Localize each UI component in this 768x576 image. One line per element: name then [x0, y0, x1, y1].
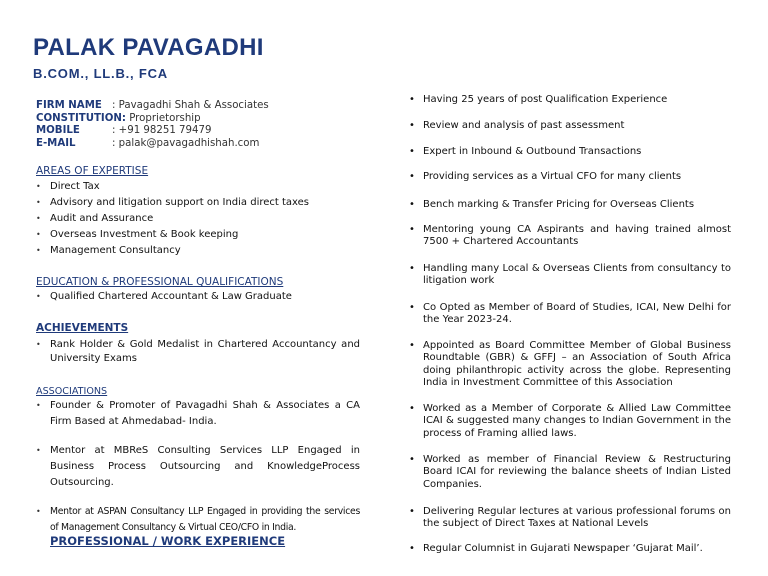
mobile-label: MOBILE — [36, 125, 80, 137]
person-name: PALAK PAVAGADHI — [33, 34, 264, 61]
firm-row — [36, 100, 269, 113]
list-item: • Advisory and litigation support on India direct taxes — [36, 196, 366, 210]
list-item: • Appointed as Board Committee Member of Global Business Roundtable (GBR) & GFFJ – an Association of South Africa doing philanthropic activity across the globe. Representing India in Investment Committee of this Association — [409, 340, 731, 390]
list-item: • Bench marking & Transfer Pricing for Overseas Clients — [409, 199, 731, 211]
list-item: • Worked as a Member of Corporate & Allied Law Committee ICAI & suggested many changes to Indian Government in the process of Framing allied laws. — [409, 403, 731, 440]
constitution-row — [36, 113, 269, 126]
mobile-row — [36, 125, 269, 138]
list-item: • Founder & Promoter of Pavagadhi Shah & Associates a CA Firm Based at Ahmedabad- India. — [36, 398, 360, 430]
list-item: • Overseas Investment & Book keeping — [36, 228, 366, 242]
list-item: • Mentor at ASPAN Consultancy LLP Engaged in providing the services of Management Consultancy & Virtual CEO/CFO in India. — [36, 504, 360, 536]
education-list — [36, 290, 366, 304]
email-row — [36, 138, 269, 151]
list-item: • Expert in Inbound & Outbound Transactions — [409, 146, 731, 158]
list-item: • Worked as member of Financial Review & Restructuring Board ICAI for reviewing the balance sheets of Indian Listed Companies. — [409, 454, 731, 491]
email-label: E-MAIL — [36, 137, 76, 149]
work-experience-heading: PROFESSIONAL / WORK EXPERIENCE — [50, 534, 286, 548]
associations-heading: ASSOCIATIONS — [36, 386, 108, 397]
list-item: • Delivering Regular lectures at various professional forums on the subject of Direct Taxes at National Levels — [409, 506, 731, 531]
firm-label: FIRM NAME — [36, 100, 102, 111]
achievements-heading: ACHIEVEMENTS — [36, 322, 129, 334]
mobile-value: : +91 98251 79479 — [112, 125, 212, 137]
list-item: • Regular Columnist in Gujarati Newspaper ‘Gujarat Mail’. — [409, 543, 731, 555]
list-item: • Rank Holder & Gold Medalist in Chartered Accountancy and University Exams — [36, 338, 360, 365]
firm-value: : Pavagadhi Shah & Associates — [112, 100, 269, 111]
list-item: • Handling many Local & Overseas Clients from consultancy to litigation work — [409, 263, 731, 288]
expertise-list — [36, 180, 366, 258]
email-value[interactable]: : palak@pavagadhishah.com — [112, 137, 260, 149]
contact-block — [36, 100, 269, 150]
list-item: • Having 25 years of post Qualification Experience — [409, 94, 731, 106]
list-item: • Direct Tax — [36, 180, 366, 194]
qualifications: B.COM., LL.B., FCA — [33, 66, 168, 81]
list-item: • Providing services as a Virtual CFO for many clients — [409, 171, 731, 183]
associations-list — [36, 398, 360, 536]
list-item: • Qualified Chartered Accountant & Law Graduate — [36, 290, 366, 304]
achievements-list — [36, 338, 360, 365]
list-item: • Mentoring young CA Aspirants and having trained almost 7500 + Chartered Accountants — [409, 224, 731, 249]
list-item: • Review and analysis of past assessment — [409, 120, 731, 132]
constitution-value: Proprietorship — [125, 112, 201, 124]
list-item: • Co Opted as Member of Board of Studies, ICAI, New Delhi for the Year 2023-24. — [409, 302, 731, 327]
list-item: • Mentor at MBReS Consulting Services LLP Engaged in Business Process Outsourcing and KnowledgeProcess Outsourcing. — [36, 443, 360, 491]
list-item: • Management Consultancy — [36, 244, 366, 258]
list-item: • Audit and Assurance — [36, 212, 366, 226]
constitution-label: CONSTITUTION: — [36, 112, 126, 124]
expertise-heading: AREAS OF EXPERTISE — [36, 165, 149, 177]
education-heading: EDUCATION & PROFESSIONAL QUALIFICATIONS — [36, 276, 284, 288]
